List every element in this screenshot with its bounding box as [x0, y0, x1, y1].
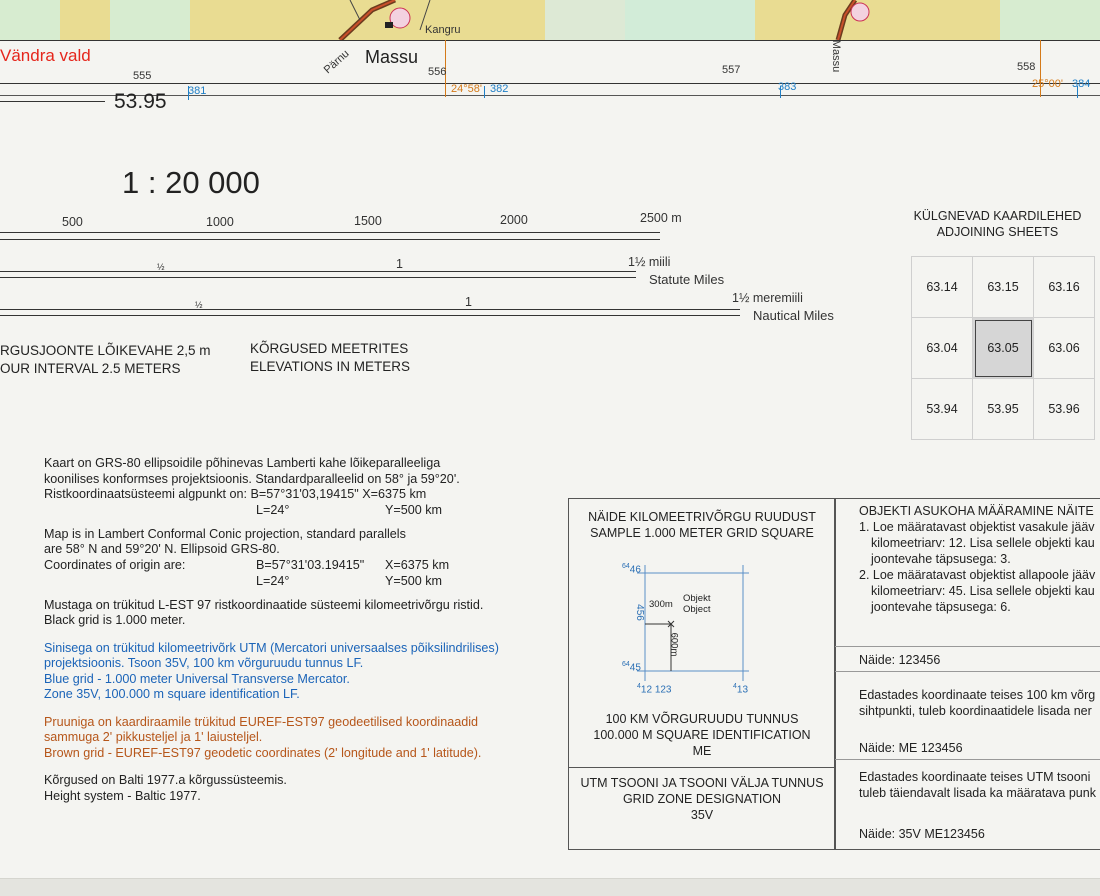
map-frame-line [0, 101, 105, 102]
adjoining-sheet: 53.96 [1034, 379, 1095, 440]
map-excerpt [0, 0, 1100, 41]
scale-tick: 500 [62, 215, 83, 229]
scale-tick: 1000 [206, 215, 234, 229]
brown-grid-line: sammuga 2' pikkusteljel ja 1' laiusteljel. [44, 730, 263, 744]
contour-line-en: OUR INTERVAL 2.5 METERS [0, 361, 181, 376]
sample-title-en: SAMPLE 1.000 METER GRID SQUARE [590, 526, 814, 540]
projection-en-line: are 58° N and 59°20' N. Ellipsoid GRS-80. [44, 542, 280, 556]
adjoining-title-en: ADJOINING SHEETS [936, 225, 1059, 239]
distance-horizontal: 300m [649, 599, 673, 610]
panel-divider [835, 671, 1100, 672]
panel-divider [835, 759, 1100, 760]
scale-bar-nautical [0, 309, 740, 316]
map-roads [0, 0, 1100, 40]
elevation-line-et: KÕRGUSED MEETRITES [250, 341, 409, 356]
blue-grid-line: Sinisega on trükitud kilomeetrivõrk UTM (Mercatori universaalses põiksilindrilises) [44, 640, 499, 655]
scale-tick: 2500 m [640, 211, 682, 225]
utm-number: 381 [188, 85, 207, 97]
geo-coordinate: 24°58' [451, 83, 482, 95]
height-system-et: Kõrgused on Balti 1977.a kõrgussüsteemis. [44, 773, 287, 787]
municipality-label: Vändra vald [0, 46, 91, 65]
grid-label-bottom: $^{64}$45 [622, 661, 641, 674]
origin-b: B=57°31'03.19415" [256, 557, 365, 572]
sample-title-et: NÄIDE KILOMEETRIVÕRGU RUUDUST [588, 510, 816, 524]
adjoining-sheet: 63.06 [1034, 318, 1095, 379]
scale-tick: 1 [396, 257, 403, 271]
contour-line-et: RGUSJOONTE LÕIKEVAHE 2,5 m [0, 343, 211, 358]
statute-miles-label: Statute Miles [649, 272, 725, 287]
adjoining-title-et: KÜLGNEVAD KAARDILEHED [913, 209, 1082, 223]
scale-bar-statute [0, 271, 636, 278]
projection-et-line: Kaart on GRS-80 ellipsoidile põhinevas Lamberti kahe lõikeparalleeliga [44, 456, 441, 470]
utm-number: 383 [778, 81, 797, 93]
locate-example-3: Näide: 35V ME123456 [859, 827, 985, 841]
adjoining-sheet: 53.94 [912, 379, 973, 440]
scale-tick: 1½ meremiili [732, 291, 803, 305]
grid-number: 557 [722, 64, 741, 76]
origin-l: L=24° [256, 502, 290, 517]
scale-tick: 1½ miili [628, 255, 671, 269]
village-label: Kangru [425, 24, 461, 36]
origin-l: L=24° [256, 573, 290, 588]
elevation-line-en: ELEVATIONS IN METERS [250, 359, 411, 374]
projection-notes [44, 456, 524, 804]
projection-et-line: koonilises konformses projektsioonis. Standardparalleelid on 58° ja 59°20'. [44, 471, 460, 486]
locate-object-panel [834, 498, 1100, 850]
projection-en-line: Map is in Lambert Conformal Conic projection, standard parallels [44, 526, 406, 541]
grid-label-top: $^{64}$46 [622, 563, 641, 576]
scale-tick: ½ [195, 300, 203, 310]
utm-number: 384 [1072, 78, 1091, 90]
square-id-code: ME [692, 744, 712, 758]
contour-interval [0, 342, 211, 378]
grid-label-x-left: $^4$12 123 [637, 683, 672, 696]
current-sheet: 63.05 [973, 318, 1034, 379]
grid-number: 555 [133, 70, 152, 82]
adjoining-sheets-title [905, 208, 1090, 240]
origin-x: X=6375 km [385, 557, 450, 572]
locate-text-3: Edastades koordinaate teises UTM tsooni tuleb täiendavalt lisada ka määratava punk [859, 770, 1096, 800]
locate-title: OBJEKTI ASUKOHA MÄÄRAMINE NÄITE [859, 504, 1094, 518]
scale-tick: 2000 [500, 213, 528, 227]
elevation-units [250, 340, 410, 376]
page-bottom-edge [0, 878, 1100, 896]
locate-instructions: OBJEKTI ASUKOHA MÄÄRAMINE NÄITE 1. Loe määratavast objektist vasakule jääv kilomeetriarv: 12. Lisa sellele objekti kau joontevahe täpsusega: 3. 2. Loe määratavast objektist allapoole jääv kilomeetriarv: 45. Lisa sellele objekti kau joontevahe täpsusega: 6. [859, 503, 1100, 615]
origin-y: Y=500 km [385, 573, 443, 588]
sample-grid-title [569, 509, 835, 541]
adjoining-sheet: 63.15 [973, 257, 1034, 318]
brown-grid-line: Brown grid - EUREF-EST97 geodetic coordinates (2' longitude and 1' latitude). [44, 745, 482, 760]
zone-code: 35V [690, 808, 714, 822]
adjoining-sheets-grid [911, 256, 1095, 440]
adjoining-sheet: 63.14 [912, 257, 973, 318]
sample-grid-panel [568, 498, 836, 850]
utm-tick [484, 86, 485, 98]
nautical-miles-label: Nautical Miles [753, 308, 834, 323]
black-grid-en: Black grid is 1.000 meter. [44, 613, 186, 627]
scale-bar-meters [0, 232, 660, 240]
geo-coordinate: 25°00' [1032, 78, 1063, 90]
grid-label-left: 456 [633, 604, 645, 621]
adjoining-sheet: 63.16 [1034, 257, 1095, 318]
locate-example-2: Näide: ME 123456 [859, 741, 963, 755]
brown-grid-line: Pruuniga on kaardiraamile trükitud EUREF-EST97 geodeetilised koordinaadid [44, 714, 479, 729]
object-label: Objekt Object [683, 593, 711, 615]
height-system-en: Height system - Baltic 1977. [44, 788, 201, 803]
distance-vertical: 600m [668, 632, 680, 657]
utm-number: 382 [490, 83, 509, 95]
scale-tick: 1 [465, 295, 472, 309]
grid-number: 556 [428, 66, 447, 78]
map-frame-line [0, 83, 1100, 84]
scale-tick: 1500 [354, 214, 382, 228]
adjoining-sheet: 63.04 [912, 318, 973, 379]
origin-y: Y=500 km [385, 502, 443, 517]
scale-ratio: 1 : 20 000 [122, 165, 260, 200]
locate-example-1: Näide: 123456 [859, 653, 941, 667]
sample-grid-diagram [569, 555, 835, 705]
locate-text-2: Edastades koordinaate teises 100 km võrg sihtpunkti, tuleb koordinaatidele lisada ner [859, 688, 1096, 718]
panel-divider [569, 767, 835, 768]
grid-number: 558 [1017, 61, 1036, 73]
blue-grid-line: Blue grid - 1.000 meter Universal Transverse Mercator. [44, 671, 350, 686]
scale-tick: ½ [157, 262, 165, 272]
black-grid-et: Mustaga on trükitud L-EST 97 ristkoordinaatide süsteemi kilomeetrivõrgu ristid. [44, 597, 484, 612]
origin-label: Coordinates of origin are: [44, 557, 186, 572]
road-label-massu: Massu [830, 39, 843, 73]
square-identification: 100 KM VÕRGURUUDU TUNNUS 100.000 M SQUARE IDENTIFICATION ME [569, 711, 835, 759]
grid-zone-designation: UTM TSOONI JA TSOONI VÄLJA TUNNUS GRID ZONE DESIGNATION 35V [569, 775, 835, 823]
place-label: Massu [365, 47, 419, 67]
grid-label-x-right: $^4$13 [733, 683, 749, 696]
projection-et-line: Ristkoordinaatsüsteemi algpunkt on: B=57°31'03,19415" X=6375 km [44, 487, 427, 501]
panel-divider [835, 646, 1100, 647]
blue-grid-line: projektsioonis. Tsoon 35V, 100 km võrguruudu tunnus LF. [44, 656, 364, 670]
sheet-number: 53.95 [114, 90, 167, 113]
road-label-parnu: Pärnu [321, 47, 352, 77]
adjoining-sheet: 53.95 [973, 379, 1034, 440]
blue-grid-line: Zone 35V, 100.000 m square identification LF. [44, 687, 300, 701]
